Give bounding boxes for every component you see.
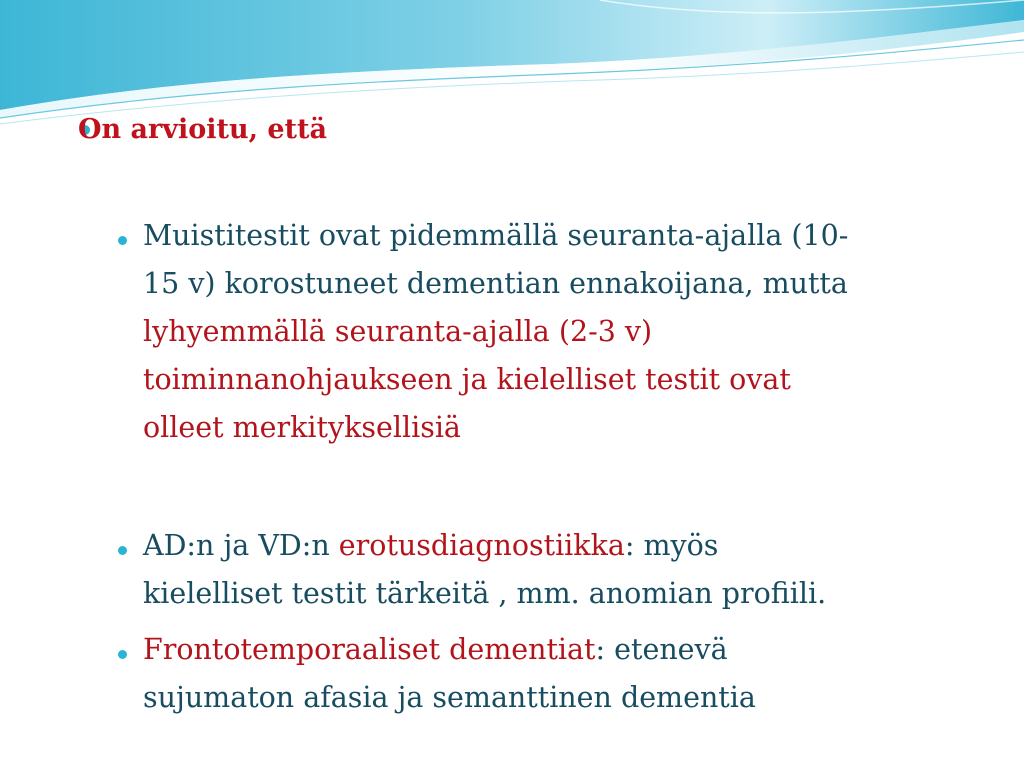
bullet-line [143,626,993,674]
bullet-line [143,308,993,356]
bullet-line [143,212,993,260]
body-text: kielelliset testit tärkeitä , mm. anomian profiili. [143,577,827,610]
sub-bullet-icon [118,236,127,245]
highlight-text: Frontotemporaaliset dementiat [143,633,596,666]
bullet-item [143,212,993,452]
bullet-line [143,674,993,722]
bullet-line [143,356,993,404]
bullet-item [143,522,993,618]
bullet-line [143,522,993,570]
bullet-line [143,570,993,618]
sub-bullet-icon [118,546,127,555]
sub-bullet-icon [118,650,127,659]
bullet-line [143,404,993,452]
body-text: Muistitestit ovat pidemmällä seuranta-ajalla (10- [143,219,849,252]
body-text: 15 v) korostuneet dementian ennakoijana, mutta [143,267,848,300]
highlight-text: lyhyemmällä seuranta-ajalla (2-3 v) [143,315,653,348]
body-text: AD:n ja VD:n [143,529,339,562]
highlight-text: toiminnanohjaukseen ja kielelliset testit ovat [143,363,791,396]
bullet-line [143,260,993,308]
body-text: : etenevä [595,633,728,666]
body-text: : myös [624,529,719,562]
bullet-item [143,626,993,722]
highlight-text: olleet merkityksellisiä [143,411,461,444]
highlight-text: erotusdiagnostiikka [338,529,625,562]
slide-heading: On arvioitu, että [78,114,327,145]
body-text: sujumaton afasia ja semanttinen dementia [143,681,756,714]
